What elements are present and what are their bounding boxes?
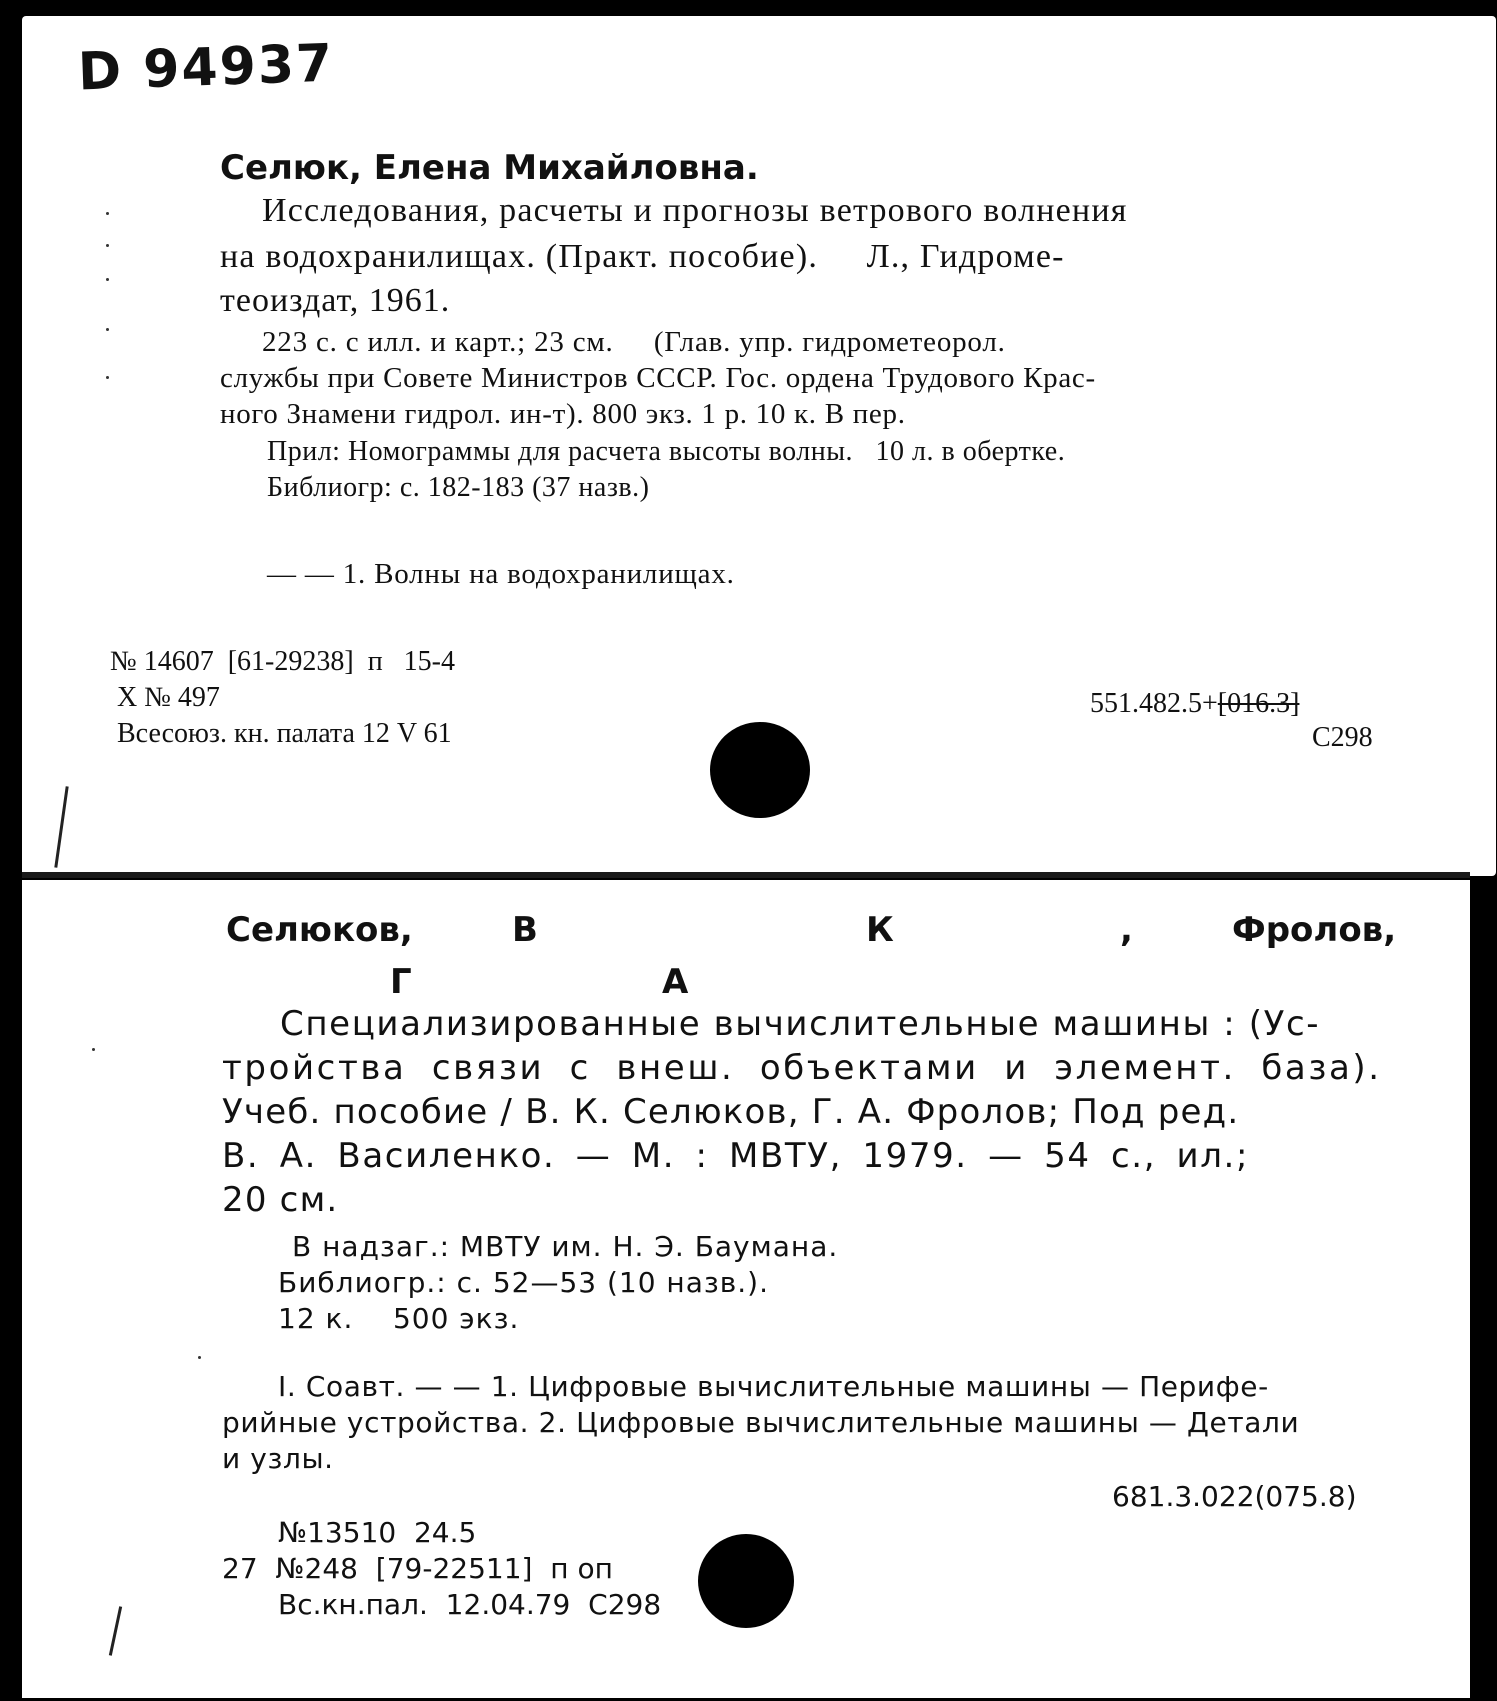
footer-line-1: № 14607 [61-29238] п 15-4 xyxy=(110,646,455,677)
body-line-4: В. А. Василенко. — М. : МВТУ, 1979. — 54 с., ил.; xyxy=(222,1136,1250,1176)
margin-dot xyxy=(198,1356,201,1359)
author-surname-2: Фролов, xyxy=(1232,910,1397,950)
call-number: С298 xyxy=(1312,722,1373,753)
body-line-5: 20 см. xyxy=(222,1180,339,1220)
subject-line-1: I. Соавт. — — 1. Цифровые вычислительные машины — Перифе- xyxy=(278,1370,1269,1403)
punch-hole xyxy=(710,722,810,818)
subject-heading: — — 1. Волны на водохранилищах. xyxy=(267,558,735,590)
handwritten-inventory-number: D 94937 xyxy=(77,33,336,103)
note-header: В надзаг.: МВТУ им. Н. Э. Баумана. xyxy=(292,1230,839,1263)
classification-code xyxy=(1090,688,1299,720)
margin-dot xyxy=(106,278,109,281)
author-initial-4: А xyxy=(662,962,689,1002)
body-line-1: Специализированные вычислительные машины : (Ус- xyxy=(280,1004,1321,1044)
footer-line-1: №13510 24.5 xyxy=(278,1516,477,1549)
catalog-card-top xyxy=(22,16,1496,876)
title-line-2: на водохранилищах. (Практ. пособие). Л., Гидроме- xyxy=(220,238,1065,275)
note-appendix: Прил: Номограммы для расчета высоты волны. 10 л. в обертке. xyxy=(267,436,1066,467)
margin-dot xyxy=(92,1048,95,1051)
author-initial-2: К xyxy=(866,910,894,950)
footer-line-2: 27 №248 [79-22511] п оп xyxy=(222,1552,613,1585)
pencil-mark xyxy=(109,1606,122,1656)
margin-dot xyxy=(106,212,109,215)
description-line-1: 223 с. с илл. и карт.; 23 см. (Глав. упр. гидрометеорол. xyxy=(262,326,1006,358)
classification-code: 681.3.022(075.8) xyxy=(1112,1480,1357,1513)
footer-line-3: Вс.кн.пал. 12.04.79 С298 xyxy=(278,1588,662,1621)
note-price: 12 к. 500 экз. xyxy=(278,1302,520,1335)
margin-dot xyxy=(106,376,109,379)
footer-line-3: Всесоюз. кн. палата 12 V 61 xyxy=(117,718,452,749)
margin-dot xyxy=(106,244,109,247)
description-line-3: ного Знамени гидрол. ин-т). 800 экз. 1 р. 10 к. В пер. xyxy=(220,398,906,430)
punch-hole xyxy=(698,1534,794,1628)
pencil-mark xyxy=(54,786,68,868)
catalog-card-bottom xyxy=(22,880,1470,1698)
author-surname-1: Селюков, xyxy=(226,910,413,950)
body-line-3: Учеб. пособие / В. К. Селюков, Г. А. Фролов; Под ред. xyxy=(222,1092,1240,1132)
footer-line-2: Х № 497 xyxy=(117,682,220,713)
margin-dot xyxy=(106,328,109,331)
title-line-1: Исследования, расчеты и прогнозы ветрового волнения xyxy=(262,192,1128,229)
author-initial-1: В xyxy=(512,910,538,950)
note-bibliography: Библиогр: с. 182-183 (37 назв.) xyxy=(267,472,650,503)
author-initial-3: Г xyxy=(390,962,412,1002)
card-separator xyxy=(22,872,1470,878)
classification-prefix: 551.482.5+ xyxy=(1090,688,1218,719)
note-bibliography: Библиогр.: с. 52—53 (10 назв.). xyxy=(278,1266,770,1299)
classification-struck: [016.3] xyxy=(1217,688,1300,719)
title-line-3: теоиздат, 1961. xyxy=(220,282,451,319)
author-comma: , xyxy=(1120,910,1133,950)
body-line-2: тройства связи с внеш. объектами и элемент. база). xyxy=(222,1048,1382,1088)
subject-line-2: рийные устройства. 2. Цифровые вычислительные машины — Детали xyxy=(222,1406,1300,1439)
subject-line-3: и узлы. xyxy=(222,1442,334,1475)
description-line-2: службы при Совете Министров СССР. Гос. ордена Трудового Крас- xyxy=(220,362,1096,394)
card-author: Селюк, Елена Михайловна. xyxy=(220,148,759,188)
